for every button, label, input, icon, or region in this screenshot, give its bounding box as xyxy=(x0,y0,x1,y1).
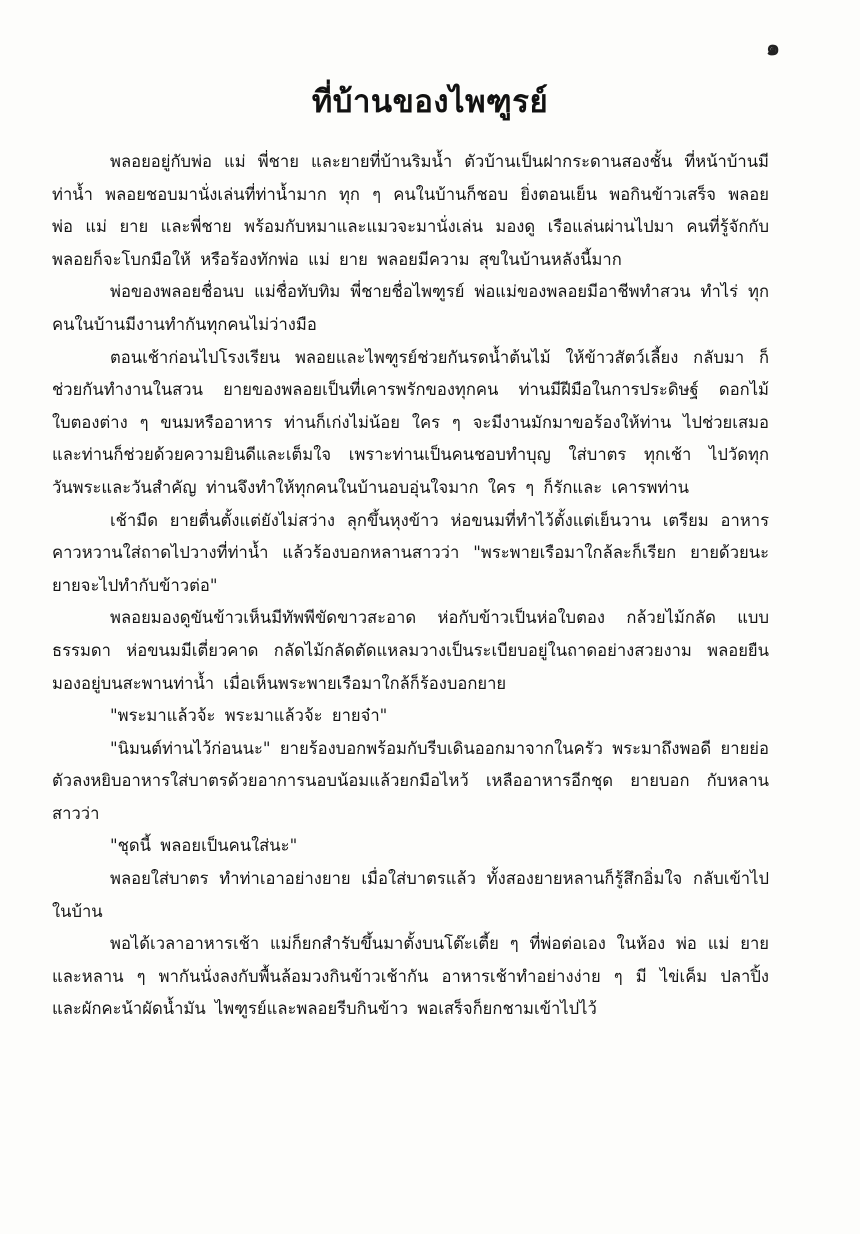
paragraph-4: เช้ามืด ยายตื่นตั้งแต่ยังไม่สว่าง ลุกขึ้นหุงข้าว ห่อขนมที่ทำไว้ตั้งแต่เย็นวาน เตรียม อาหารคาวหวานใส่ถาดไปวางที่ท่าน้ำ แล้วร้องบอกหลานสาวว่า "พระพายเรือมาใกล้ละก็เรียก ยายด้วยนะ ยายจะไปทำกับข้าวต่อ" xyxy=(52,510,769,595)
dialogue-line-2: "ชุดนี้ พลอยเป็นคนใส่นะ" xyxy=(110,836,298,856)
paragraph-7: พลอยใส่บาตร ทำท่าเอาอย่างยาย เมื่อใส่บาตรแล้ว ทั้งสองยายหลานก็รู้สึกอิ่มใจ กลับเข้าไปในบ้าน xyxy=(52,869,769,921)
story-body xyxy=(52,146,769,1026)
page-number: ๑ xyxy=(766,35,780,61)
paragraph-8: พอได้เวลาอาหารเช้า แม่ก็ยกสำรับขึ้นมาตั้งบนโต๊ะเตี้ย ๆ ที่พ่อต่อเอง ในห้อง พ่อ แม่ ยาย และหลาน ๆ พากันนั่งลงกับพื้นล้อมวงกินข้าวเช้ากัน อาหารเช้าทำอย่างง่าย ๆ มี ไข่เค็ม ปลาปิ้ง และผักคะน้าผัดน้ำมัน ไพฑูรย์และพลอยรีบกินข้าว พอเสร็จก็ยกชามเข้าไปไว้ xyxy=(52,934,769,1019)
paragraph-2: พ่อของพลอยชื่อนบ แม่ชื่อทับทิม พี่ชายชื่อไพฑูรย์ พ่อแม่ของพลอยมีอาชีพทำสวน ทำไร่ ทุกคนในบ้านมีงานทำกันทุกคนไม่ว่างมือ xyxy=(52,282,769,334)
paragraph-3: ตอนเช้าก่อนไปโรงเรียน พลอยและไพฑูรย์ช่วยกันรดน้ำต้นไม้ ให้ข้าวสัตว์เลี้ยง กลับมา ก็ช่วยกันทำงานในสวน ยายของพลอยเป็นที่เคารพรักของทุกคน ท่านมีฝีมือในการประดิษฐ์ ดอกไม้ ใบตองต่าง ๆ ขนมหรืออาหาร ท่านก็เก่งไม่น้อย ใคร ๆ จะมีงานมักมาขอร้องให้ท่าน ไปช่วยเสมอ และท่านก็ช่วยด้วยความยินดีและเต็มใจ เพราะท่านเป็นคนชอบทำบุญ ใส่บาตร ทุกเช้า ไปวัดทุกวันพระและวันสำคัญ ท่านจึงทำให้ทุกคนในบ้านอบอุ่นใจมาก ใคร ๆ ก็รักและ เคารพท่าน xyxy=(52,347,769,497)
paragraph-6: "นิมนต์ท่านไว้ก่อนนะ" ยายร้องบอกพร้อมกับรีบเดินออกมาจากในครัว พระมาถึงพอดี ยายย่อตัวลงหยิบอาหารใส่บาตรด้วยอาการนอบน้อมแล้วยกมือไหว้ เหลืออาหารอีกชุด ยายบอก กับหลานสาวว่า xyxy=(52,738,769,823)
paragraph-5: พลอยมองดูขันข้าวเห็นมีทัพพีขัดขาวสะอาด ห่อกับข้าวเป็นห่อใบตอง กล้วยไม้กลัด แบบธรรมดา ห่อขนมมีเตี่ยวคาด กลัดไม้กลัดตัดแหลมวางเป็นระเบียบอยู่ในถาดอย่างสวยงาม พลอยยืนมองอยู่บนสะพานท่าน้ำ เมื่อเห็นพระพายเรือมาใกล้ก็ร้องบอกยาย xyxy=(52,608,769,693)
paragraph-1: พลอยอยู่กับพ่อ แม่ พี่ชาย และยายที่บ้านริมน้ำ ตัวบ้านเป็นฝากระดานสองชั้น ที่หน้าบ้านมีท่าน้ำ พลอยชอบมานั่งเล่นที่ท่าน้ำมาก ทุก ๆ คนในบ้านก็ชอบ ยิ่งตอนเย็น พอกินข้าวเสร็จ พลอย พ่อ แม่ ยาย และพี่ชาย พร้อมกับหมาและแมวจะมานั่งเล่น มองดู เรือแล่นผ่านไปมา คนที่รู้จักกับพลอยก็จะโบกมือให้ หรือร้องทักพ่อ แม่ ยาย พลอยมีความ สุขในบ้านหลังนี้มาก xyxy=(52,152,769,269)
page-title: ที่บ้านของไพฑูรย์ xyxy=(311,84,549,120)
dialogue-line-1: "พระมาแล้วจ้ะ พระมาแล้วจ้ะ ยายจ๋า" xyxy=(110,706,388,726)
